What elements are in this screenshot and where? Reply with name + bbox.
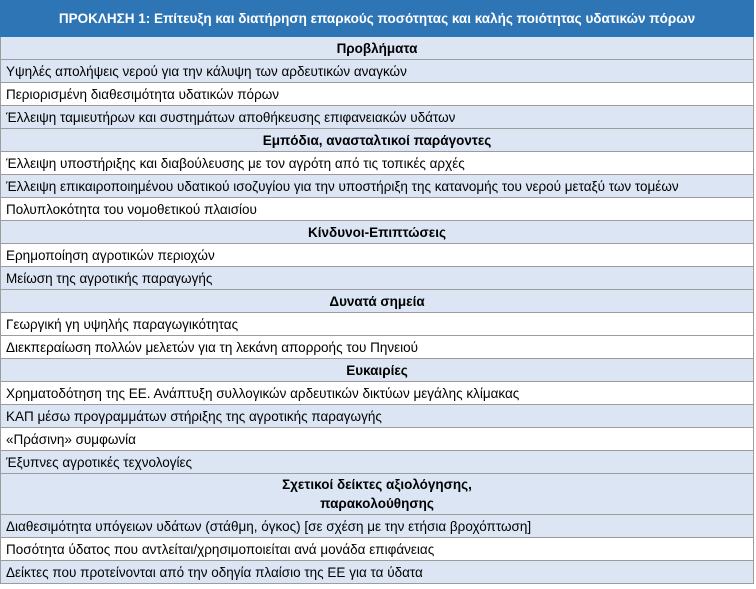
section-header-problems: [1, 37, 754, 60]
section-heading: Προβλήματα: [1, 37, 754, 60]
table-row: [1, 451, 754, 474]
table-row: [1, 382, 754, 405]
section-header-opportunities: [1, 359, 754, 382]
table-row: [1, 561, 754, 584]
section-heading: [1, 474, 754, 515]
table-cell: Μείωση της αγροτικής παραγωγής: [1, 267, 754, 290]
table-cell: Δείκτες που προτείνονται από την οδηγία πλαίσιο της ΕΕ για τα ύδατα: [1, 561, 754, 584]
table-row: [1, 83, 754, 106]
section-header-strengths: [1, 290, 754, 313]
table-title: ΠΡΟΚΛΗΣΗ 1: Επίτευξη και διατήρηση επαρκούς ποσότητας και καλής ποιότητας υδατικών πόρων: [1, 1, 754, 37]
table-cell: Έξυπνες αγροτικές τεχνολογίες: [1, 451, 754, 474]
table-cell: Διαθεσιμότητα υπόγειων υδάτων (στάθμη, όγκος) [σε σχέση με την ετήσια βροχόπτωση]: [1, 515, 754, 538]
table-row: [1, 244, 754, 267]
table-row: [1, 152, 754, 175]
section-heading-line: παρακολούθησης: [320, 496, 434, 511]
table-cell: ΚΑΠ μέσω προγραμμάτων στήριξης της αγροτικής παραγωγής: [1, 405, 754, 428]
section-heading-line: Σχετικοί δείκτες αξιολόγησης,: [282, 477, 472, 492]
section-heading: Εμπόδια, ανασταλτικοί παράγοντες: [1, 129, 754, 152]
table-row: [1, 313, 754, 336]
table-row: [1, 515, 754, 538]
table-row: [1, 336, 754, 359]
table-row: [1, 267, 754, 290]
table-cell: Ποσότητα ύδατος που αντλείται/χρησιμοποιείται ανά μονάδα επιφάνειας: [1, 538, 754, 561]
table-cell: Έλλειψη ταμιευτήρων και συστημάτων αποθήκευσης επιφανειακών υδάτων: [1, 106, 754, 129]
table-cell: Χρηματοδότηση της ΕΕ. Ανάπτυξη συλλογικών αρδευτικών δικτύων μεγάλης κλίμακας: [1, 382, 754, 405]
table-row: [1, 60, 754, 83]
table-cell: Περιορισμένη διαθεσιμότητα υδατικών πόρων: [1, 83, 754, 106]
section-header-indicators: [1, 474, 754, 515]
table-cell: Πολυπλοκότητα του νομοθετικού πλαισίου: [1, 198, 754, 221]
table-row: [1, 538, 754, 561]
table-row: [1, 106, 754, 129]
table-cell: Έλλειψη επικαιροποιημένου υδατικού ισοζυγίου για την υποστήριξη της κατανομής του νερού μεταξύ των τομέων: [1, 175, 754, 198]
section-heading: Δυνατά σημεία: [1, 290, 754, 313]
table-cell: Υψηλές απολήψεις νερού για την κάλυψη των αρδευτικών αναγκών: [1, 60, 754, 83]
table-cell: Διεκπεραίωση πολλών μελετών για τη λεκάνη απορροής του Πηνειού: [1, 336, 754, 359]
table-row: [1, 198, 754, 221]
title-row: [1, 1, 754, 37]
table-row: [1, 175, 754, 198]
section-heading: Κίνδυνοι-Επιπτώσεις: [1, 221, 754, 244]
section-header-risks: [1, 221, 754, 244]
table-row: [1, 405, 754, 428]
table-cell: Γεωργική γη υψηλής παραγωγικότητας: [1, 313, 754, 336]
section-header-obstacles: [1, 129, 754, 152]
section-heading: Ευκαιρίες: [1, 359, 754, 382]
table-cell: Ερημοποίηση αγροτικών περιοχών: [1, 244, 754, 267]
table-cell: Έλλειψη υποστήριξης και διαβούλευσης με τον αγρότη από τις τοπικές αρχές: [1, 152, 754, 175]
table-row: [1, 428, 754, 451]
table-cell: «Πράσινη» συμφωνία: [1, 428, 754, 451]
